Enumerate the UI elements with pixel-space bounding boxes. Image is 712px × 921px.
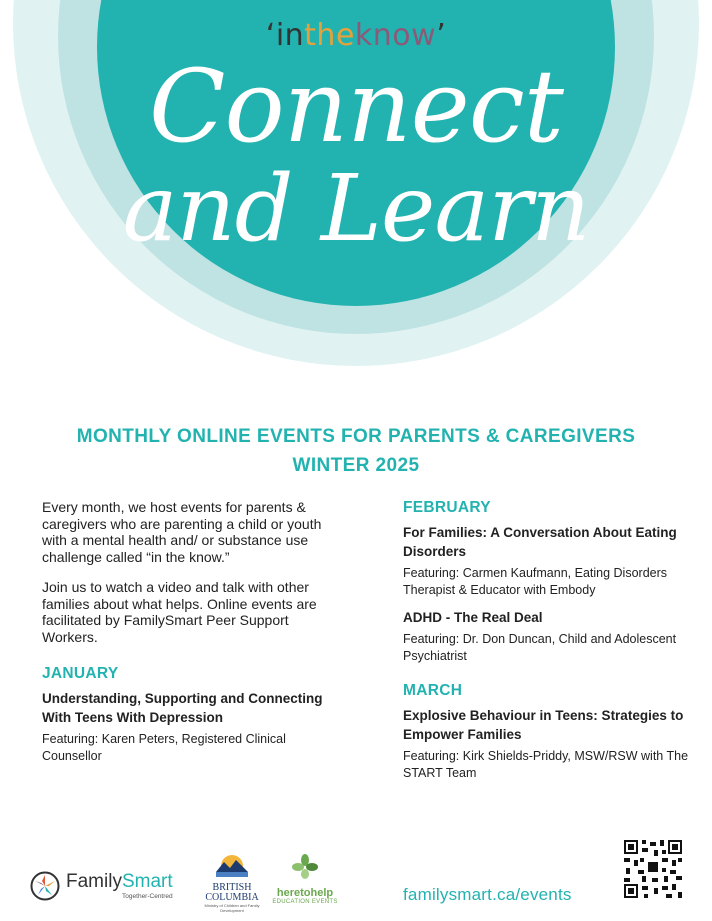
event-title: ADHD - The Real Deal bbox=[403, 610, 543, 625]
familysmart-tagline: Together-Centred bbox=[122, 893, 173, 900]
british-columbia-logo bbox=[203, 850, 261, 913]
hero-title-and-learn: and Learn bbox=[122, 155, 590, 262]
season-label: WINTER 2025 bbox=[292, 455, 420, 476]
month-march: MARCH bbox=[403, 682, 463, 699]
intro-paragraph-1: Every month, we host events for parents & caregivers who are parenting a child or youth with a mental health and/ or substance use challenge called “in the know.” bbox=[42, 499, 322, 565]
right-column bbox=[403, 499, 693, 791]
event-title: Explosive Behaviour in Teens: Strategies to Empower Families bbox=[403, 708, 684, 742]
familysmart-star-icon bbox=[30, 871, 60, 901]
left-column bbox=[42, 499, 342, 774]
month-january: JANUARY bbox=[42, 665, 119, 682]
familysmart-logo bbox=[30, 868, 173, 904]
month-february: FEBRUARY bbox=[403, 499, 491, 516]
bc-name-line2: COLUMBIA bbox=[205, 892, 259, 903]
logo-in: in bbox=[275, 18, 305, 53]
events-url-link[interactable]: familysmart.ca/events bbox=[403, 885, 572, 904]
qr-code-icon[interactable] bbox=[622, 838, 684, 900]
event-featuring: Featuring: Karen Peters, Registered Clinical Counsellor bbox=[42, 732, 286, 763]
intro-paragraph-2: Join us to watch a video and talk with other families about what helps. Online events are facilitated by FamilySmart Peer Support Workers. bbox=[42, 579, 317, 645]
logo-the: the bbox=[304, 18, 355, 53]
bc-ministry: Ministry of Children and Family Development bbox=[204, 903, 260, 913]
heretohelp-name: heretohelp bbox=[276, 887, 334, 899]
bc-name-line1: BRITISH bbox=[212, 882, 252, 893]
event-title: Understanding, Supporting and Connecting With Teens With Depression bbox=[42, 691, 323, 725]
event-title: For Families: A Conversation About Eating Disorders bbox=[403, 525, 677, 559]
quote-close: ’ bbox=[436, 18, 447, 53]
event-featuring: Featuring: Kirk Shields-Priddy, MSW/RSW with The START Team bbox=[403, 749, 689, 780]
heretohelp-subtitle: EDUCATION EVENTS bbox=[272, 899, 338, 905]
quote-open: ‘ bbox=[265, 18, 276, 53]
hero-title-connect: Connect bbox=[149, 48, 563, 165]
bc-crest-icon bbox=[212, 850, 252, 878]
familysmart-name-smart: Smart bbox=[121, 871, 173, 892]
familysmart-name-family: Family bbox=[66, 871, 122, 892]
heretohelp-logo bbox=[270, 852, 340, 905]
logo-know: know bbox=[354, 18, 437, 53]
leaf-icon bbox=[290, 852, 320, 882]
headline: MONTHLY ONLINE EVENTS FOR PARENTS & CAREGIVERS bbox=[76, 426, 636, 447]
event-featuring: Featuring: Dr. Don Duncan, Child and Adolescent Psychiatrist bbox=[403, 632, 677, 663]
event-featuring: Featuring: Carmen Kaufmann, Eating Disorders Therapist & Educator with Embody bbox=[403, 566, 668, 597]
